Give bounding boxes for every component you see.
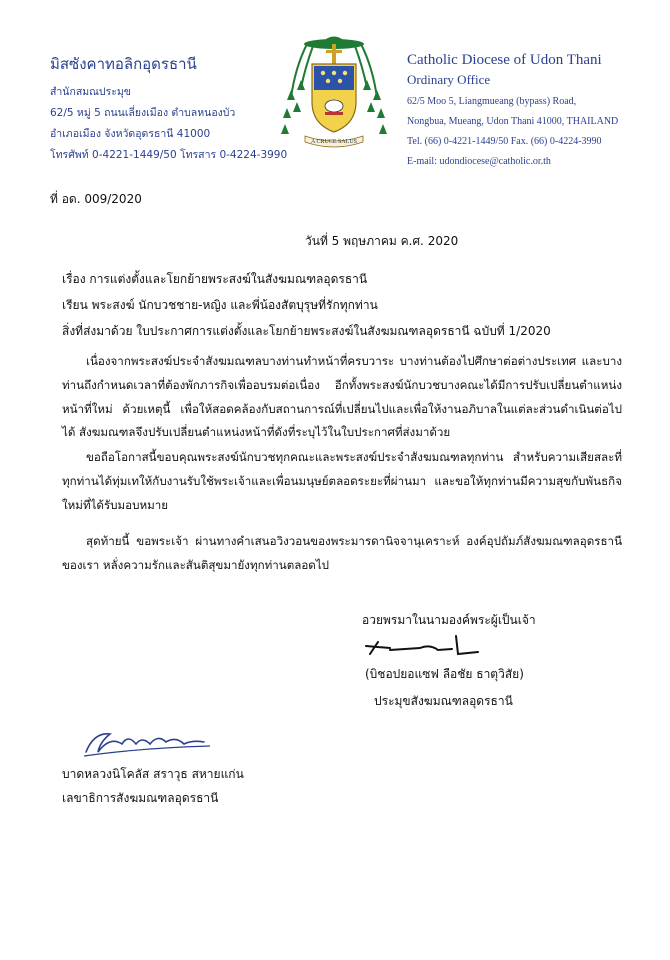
address-thai-2: อำเภอเมือง จังหวัดอุดรธานี 41000 (50, 128, 211, 140)
paragraph-text: ขอถือโอกาสนี้ขอบคุณพระสงฆ์นักบวชทุกคณะและพระสงฆ์ประจำสังฆมณฑลทุกท่าน สำหรับความเสียสละที่ทุกท่านได้ทุ่มเทให้กับงานรับใช้พระเจ้าและเพื่อนมนุษย์ตลอดระยะที่ผ่านมา และขอให้ทุกท่านมีความสุขกับพันธกิจใหม่ที่ได้รับมอบหมาย (62, 450, 622, 512)
office-english: Ordinary Office (407, 72, 491, 87)
phone-english: Tel. (66) 0-4221-1449/50 Fax. (66) 0-4224-3990 (407, 136, 602, 147)
org-name-english: Catholic Diocese of Udon Thani (407, 52, 602, 68)
paragraph-text: สุดท้ายนี้ ขอพระเจ้า ผ่านทางคำเสนอวิงวอนของพระมารดานิจจานุเคราะห์ องค์อุปถัมภ์สังฆมณฑลอุดรธานีของเรา หลั่งความรักและสันติสุขมายังทุกท่านตลอดไป (62, 534, 622, 572)
email-english: E-mail: udondiocese@catholic.or.th (407, 156, 551, 167)
secretary-name: บาดหลวงนิโคลัส สราวุธ สหายแก่น (62, 767, 244, 781)
address-english-2: Nongbua, Mueang, Udon Thani 41000, THAILAND (407, 116, 619, 127)
subject-line: เรื่อง การแต่งตั้งและโยกย้ายพระสงฆ์ในสังฆมณฑลอุดรธานี (62, 272, 368, 286)
reference-number: ที่ อด. 009/2020 (50, 192, 142, 206)
org-name-thai: มิสซังคาทอลิกอุดรธานี (50, 57, 197, 73)
letterhead-english (407, 52, 667, 172)
bishop-title: ประมุขสังฆมณฑลอุดรธานี (374, 694, 513, 708)
paragraph-text: เนื่องจากพระสงฆ์ประจำสังฆมณฑลบางท่านทำหน้าที่ครบวาระ บางท่านต้องไปศึกษาต่อต่างประเทศ และบางท่านถึงกำหนดเวลาที่ต้องพักภารกิจเพื่ออบรมต่อเนื่อง อีกทั้งพระสงฆ์นักบวชบางคณะได้มีการปรับเปลี่ยนตำแหน่งหน้าที่ใหม่ ด้วยเหตุนี้ เพื่อให้สอดคล้องกับสถานการณ์ที่เปลี่ยนไปและเพื่อให้งานอภิบาลในแต่ละส่วนดำเนินต่อไปได้ สังฆมณฑลจึงปรับเปลี่ยนตำแหน่งหน้าที่ดังที่ระบุไว้ในใบประกาศที่ส่งมาด้วย (62, 354, 622, 440)
enclosure-line: สิ่งที่ส่งมาด้วย ใบประกาศการแต่งตั้งและโยกย้ายพระสงฆ์ในสังฆมณฑลอุดรธานี ฉบับที่ 1/2020 (62, 324, 551, 338)
address-english-1: 62/5 Moo 5, Liangmueang (bypass) Road, (407, 96, 577, 107)
closing-blessing: อวยพรมาในนามองค์พระผู้เป็นเจ้า (362, 613, 536, 627)
bishop-name: (บิชอปยอแซฟ ลือชัย ธาตุวิสัย) (365, 667, 524, 681)
body-paragraph-2 (62, 446, 622, 517)
letter-date: วันที่ 5 พฤษภาคม ค.ศ. 2020 (305, 234, 459, 248)
secretary-title: เลขาธิการสังฆมณฑลอุดรธานี (62, 791, 219, 805)
recipient-line: เรียน พระสงฆ์ นักบวชชาย-หญิง และพี่น้องสัตบุรุษที่รักทุกท่าน (62, 298, 378, 312)
address-thai-1: 62/5 หมู่ 5 ถนนเลี่ยงเมือง ตำบลหนองบัว (50, 107, 236, 119)
body-paragraph-3 (62, 530, 622, 578)
office-thai: สำนักสมณประมุข (50, 86, 131, 98)
crest-motto: A CRUCE SALUS (310, 139, 358, 145)
diocese-crest (277, 28, 392, 148)
letterhead-thai (50, 52, 288, 166)
secretary-signature (80, 722, 220, 762)
bishop-signature (360, 628, 510, 662)
body-paragraph-1 (62, 350, 622, 445)
phone-thai: โทรศัพท์ 0-4221-1449/50 โทรสาร 0-4224-3990 (50, 149, 288, 161)
